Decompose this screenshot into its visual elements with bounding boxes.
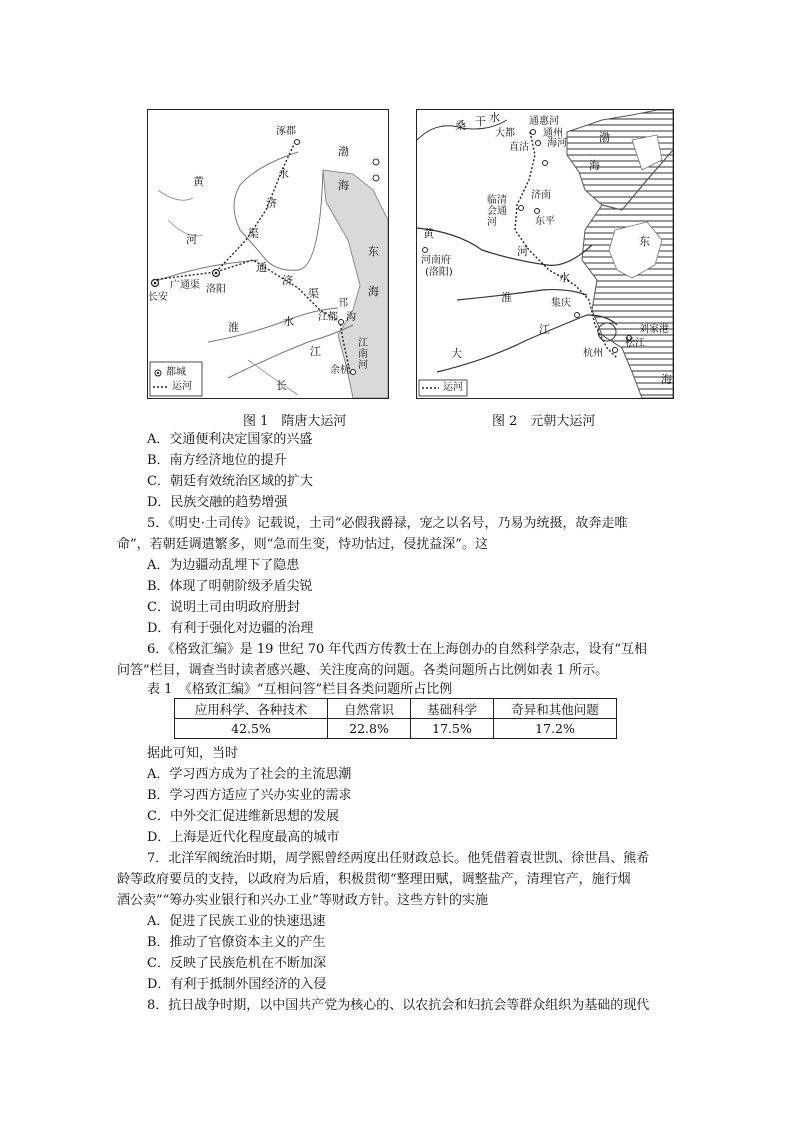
label-tong: 通 <box>256 261 267 274</box>
legend-canal: 运河 <box>172 381 192 392</box>
label-jiangdu: 江都 <box>318 312 338 323</box>
label-luoyang: (洛阳) <box>425 267 453 278</box>
q4-option-c[interactable]: C．朝廷有效统治区域的扩大 <box>147 474 313 489</box>
map-sui-tang-canal <box>147 109 389 399</box>
label-jiang: 江 <box>310 345 321 358</box>
label-chang: 长 <box>276 379 287 392</box>
figure2-caption: 图 2 元朝大运河 <box>492 414 596 429</box>
q5-stem-line1: 5．《明史·土司传》记载说，土司“必假我爵禄，宠之以名号，乃易为统摄，故奔走唯 <box>147 516 628 531</box>
label-huang: 黄 <box>423 227 434 240</box>
map1-drawing <box>148 110 388 398</box>
label-shui: 水 <box>489 111 500 124</box>
q7-option-b[interactable]: B．推动了官僚资本主义的产生 <box>147 935 326 950</box>
label-henanfu: 河南府 <box>421 255 451 266</box>
label-zhigu: 直沽 <box>509 142 529 153</box>
q4-option-d[interactable]: D．民族交融的趋势增强 <box>147 495 288 510</box>
q7-stem-line1: 7．北洋军阀统治时期，周学熙曾经两度出任财政总长。他凭借着袁世凯、徐世昌、熊希 <box>147 851 650 866</box>
label-dadu: 大都 <box>495 128 515 139</box>
label-yong: 永 <box>278 167 289 180</box>
label-hai2: 海 <box>368 285 379 298</box>
label-huai: 淮 <box>228 321 239 334</box>
label-huai: 淮 <box>501 291 512 304</box>
label-dong: 东 <box>639 235 650 248</box>
label-huang: 黄 <box>193 175 204 188</box>
q6-after-text: 据此可知，当时 <box>147 746 239 761</box>
label-qu2: 渠 <box>308 287 319 300</box>
label-hangzhou: 杭州 <box>583 348 603 359</box>
label-he: 河 <box>186 233 197 246</box>
label-da: 大 <box>451 347 462 360</box>
label-qu: 渠 <box>248 227 259 240</box>
q5-option-d[interactable]: D．有利于强化对边疆的治理 <box>147 621 314 636</box>
q5-stem-line2: 命”，若朝廷调遣繁多，则“急而生变，恃功怙过，侵扰益深”。这 <box>117 537 488 552</box>
label-guangtongqu: 广通渠 <box>170 280 200 291</box>
q6-option-a[interactable]: A．学习西方成为了社会的主流思潮 <box>147 767 352 782</box>
label-hai: 海 <box>338 179 349 192</box>
label-bo: 渤 <box>338 145 349 158</box>
q6-stem-line2: 问答”栏目，调查当时读者感兴趣、关注度高的问题。各类问题所占比例如表 1 所示。 <box>117 663 609 678</box>
label-ji: 济 <box>266 197 277 210</box>
legend-canal: 运河 <box>443 382 463 393</box>
figure1-caption: 图 1 隋唐大运河 <box>243 414 347 429</box>
label-jiangnanhe: 江南河 <box>358 338 368 371</box>
table-header-row <box>175 699 617 719</box>
label-dong: 东 <box>368 245 379 258</box>
table-row <box>175 719 617 739</box>
table-cell: 22.8% <box>328 719 411 739</box>
label-bo: 渤 <box>599 131 610 144</box>
table-cell: 17.2% <box>494 719 617 739</box>
label-yuhang: 余杭 <box>330 365 350 376</box>
q6-stem-line1: 6．《格致汇编》是 19 世纪 70 年代西方传教士在上海创办的自然科学杂志，设有“互相 <box>147 642 648 657</box>
label-linqinghuitonghe: 临清会通河 <box>487 195 507 228</box>
q6-option-b[interactable]: B．学习西方适应了兴办实业的需求 <box>147 788 352 803</box>
label-jiqing: 集庆 <box>551 298 571 309</box>
q7-stem-line3: 酒公卖”“筹办实业银行和兴办工业”等财政方针。这些方针的实施 <box>117 893 488 908</box>
label-hai: 海 <box>589 159 600 172</box>
label-han: 邗 <box>338 298 348 309</box>
table-header-cell: 自然常识 <box>328 699 411 719</box>
label-jiang: 江 <box>539 323 550 336</box>
label-ji2: 济 <box>282 274 293 287</box>
q4-option-a[interactable]: A．交通便利决定国家的兴盛 <box>147 432 313 447</box>
q8-stem-line1: 8．抗日战争时期，以中国共产党为核心的、以农抗会和妇抗会等群众组织为基础的现代 <box>147 998 650 1013</box>
q7-stem-line2: 龄等政府要员的支持，以政府为后盾，积极贯彻“整理田赋，调整盐产，清理官产，施行烟 <box>117 872 631 887</box>
q7-option-a[interactable]: A．促进了民族工业的快速迅速 <box>147 914 326 929</box>
label-changan: 长安 <box>148 292 168 303</box>
label-haihe: 海河 <box>547 138 567 149</box>
table-cell: 42.5% <box>175 719 328 739</box>
label-gan: 干 <box>475 115 486 128</box>
map-yuan-canal <box>416 109 674 399</box>
q6-table <box>174 698 617 739</box>
legend-capital: 都城 <box>166 367 186 378</box>
q7-option-d[interactable]: D．有利于抵制外国经济的入侵 <box>147 977 327 992</box>
label-jinan: 济南 <box>531 190 551 201</box>
label-hai2: 海 <box>661 373 672 386</box>
q6-option-d[interactable]: D．上海是近代化程度最高的城市 <box>147 830 340 845</box>
label-he: 河 <box>517 245 528 258</box>
q7-option-c[interactable]: C．反映了民族危机在不断加深 <box>147 956 326 971</box>
label-shui2: 水 <box>559 271 570 284</box>
table-header-cell: 奇异和其他问题 <box>494 699 617 719</box>
q4-option-b[interactable]: B．南方经济地位的提升 <box>147 453 287 468</box>
label-gou: 沟 <box>346 312 356 323</box>
label-songjiang: 松江 <box>625 338 645 349</box>
table-cell: 17.5% <box>411 719 494 739</box>
label-dongping: 东平 <box>535 216 555 227</box>
label-shui: 水 <box>283 315 294 328</box>
label-luoyang: 洛阳 <box>206 284 226 295</box>
table-header-cell: 基础科学 <box>411 699 494 719</box>
q6-table-title: 表 1 《格致汇编》“互相问答”栏目各类问题所占比例 <box>147 682 453 697</box>
table-header-cell: 应用科学、各种技术 <box>175 699 328 719</box>
label-zhuojun: 涿郡 <box>276 126 296 137</box>
label-liujiagang: 刘家港 <box>639 324 669 335</box>
q5-option-b[interactable]: B．体现了明朝阶级矛盾尖锐 <box>147 579 313 594</box>
q5-option-c[interactable]: C．说明土司由明政府册封 <box>147 600 300 615</box>
label-tonghuihe: 通惠河 <box>529 116 559 127</box>
label-tongzhou: 通州 <box>543 128 563 139</box>
q5-option-a[interactable]: A．为边疆动乱埋下了隐患 <box>147 558 300 573</box>
label-sang: 桑 <box>455 119 466 132</box>
q6-option-c[interactable]: C．中外交汇促进维新思想的发展 <box>147 809 339 824</box>
